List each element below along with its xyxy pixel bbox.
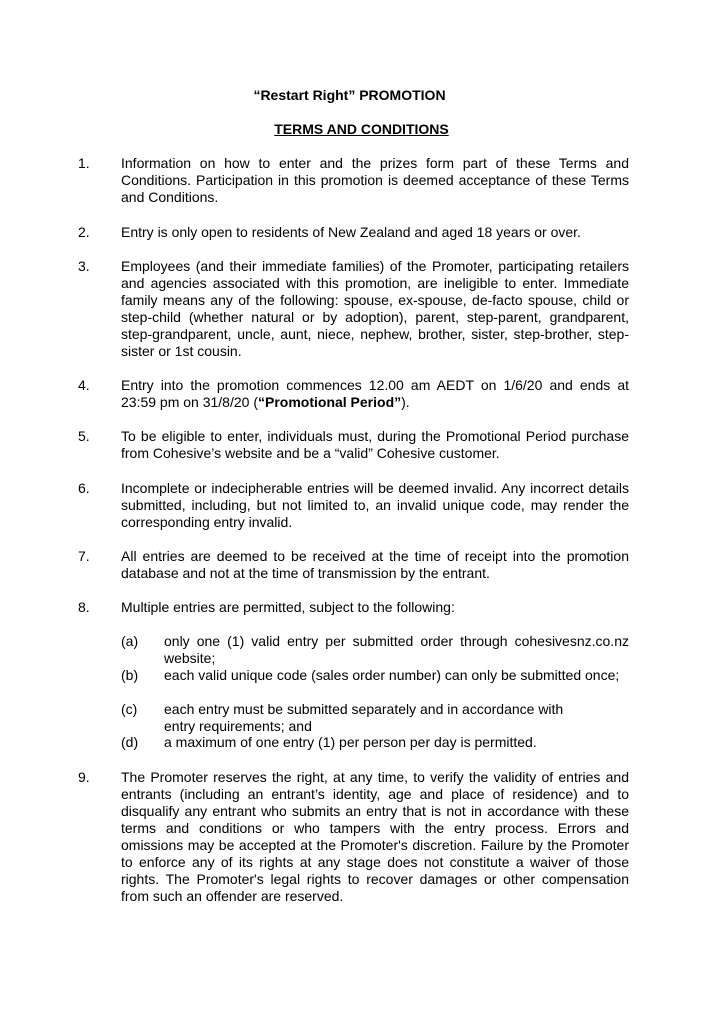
clause-number: 6.: [78, 480, 90, 496]
clause-number: 4.: [78, 377, 90, 393]
subclause-text: only one (1) valid entry per submitted order through cohesivesnz.co.nz website;: [164, 633, 629, 666]
clause-number: 9.: [78, 769, 90, 785]
clause-number: 7.: [78, 548, 90, 564]
clause-text: Information on how to enter and the prizes form part of these Terms and Conditions. Participation in this promotion is deemed acceptance of these Terms and Conditions.: [121, 155, 629, 205]
subclause-letter: (a): [121, 633, 139, 649]
subclause-text: each valid unique code (sales order number) can only be submitted once;: [164, 667, 620, 683]
document-subtitle: TERMS AND CONDITIONS: [274, 121, 449, 137]
clause-6: [78, 480, 638, 531]
subclause-text: each entry must be submitted separately and in accordance with entry requirements; and: [164, 701, 564, 734]
subclause-a: [121, 633, 641, 667]
clause-4: [78, 377, 638, 411]
clause-text: [121, 377, 629, 411]
clause-number: 1.: [78, 155, 90, 171]
clause-text: Entry is only open to residents of New Zealand and aged 18 years or over.: [121, 224, 581, 240]
clause-text: The Promoter reserves the right, at any time, to verify the validity of entries and entrants (including an entrant’s identity, age and place of residence) and to disqualify any entrant who submits an entry that is not in accordance with these terms and conditions or who tampers with the entry process. Errors and omissions may be accepted at the Promoter's discretion. Failure by the Promoter to enforce any of its rights at any stage does not constitute a waiver of those rights. The Promoter's legal rights to recover damages or other compensation from such an offender are reserved.: [121, 769, 629, 904]
subclause-d: [121, 734, 641, 751]
subclause-text: a maximum of one entry (1) per person per day is permitted.: [164, 734, 537, 750]
promotional-period-term: “Promotional Period”: [258, 394, 402, 410]
clause-text: Employees (and their immediate families) of the Promoter, participating retailers and agencies associated with this promotion, are ineligible to enter. Immediate family means any of the following: spouse, ex-spouse, de-facto spouse, child or step-child (whether natural or by adoption), parent, step-parent, grandparent, step-grandparent, uncle, aunt, niece, nephew, brother, sister, step-brother, step-sister or 1st cousin.: [121, 258, 629, 359]
clause-text: Multiple entries are permitted, subject to the following:: [121, 599, 455, 615]
document-title: “Restart Right” PROMOTION: [253, 87, 446, 103]
clause-text-part: Entry into the promotion commences 12.00 am AEDT on 1/6/20 and ends at 23:59 pm on 31/8/20 (: [121, 377, 629, 410]
subclause-b: [121, 667, 641, 684]
clause-8: [78, 599, 638, 616]
clause-2: [78, 224, 638, 241]
clause-number: 8.: [78, 599, 90, 615]
clause-number: 5.: [78, 428, 90, 444]
subclause-c: [121, 701, 641, 735]
clause-5: [78, 428, 638, 462]
clause-3: [78, 258, 638, 360]
clause-text: Incomplete or indecipherable entries will be deemed invalid. Any incorrect details submitted, including, but not limited to, an invalid unique code, may render the corresponding entry invalid.: [121, 480, 629, 530]
clause-1: [78, 155, 638, 206]
subclause-letter: (b): [121, 667, 139, 683]
clause-number: 2.: [78, 224, 90, 240]
clause-text: All entries are deemed to be received at the time of receipt into the promotion database and not at the time of transmission by the entrant.: [121, 548, 629, 581]
clause-7: [78, 548, 638, 582]
clause-number: 3.: [78, 258, 90, 274]
clause-text: To be eligible to enter, individuals must, during the Promotional Period purchase from Cohesive’s website and be a “valid” Cohesive customer.: [121, 428, 629, 461]
clause-9: [78, 769, 638, 905]
subclause-letter: (c): [121, 701, 138, 717]
clause-text-part: ).: [401, 394, 410, 410]
subclause-letter: (d): [121, 734, 139, 750]
